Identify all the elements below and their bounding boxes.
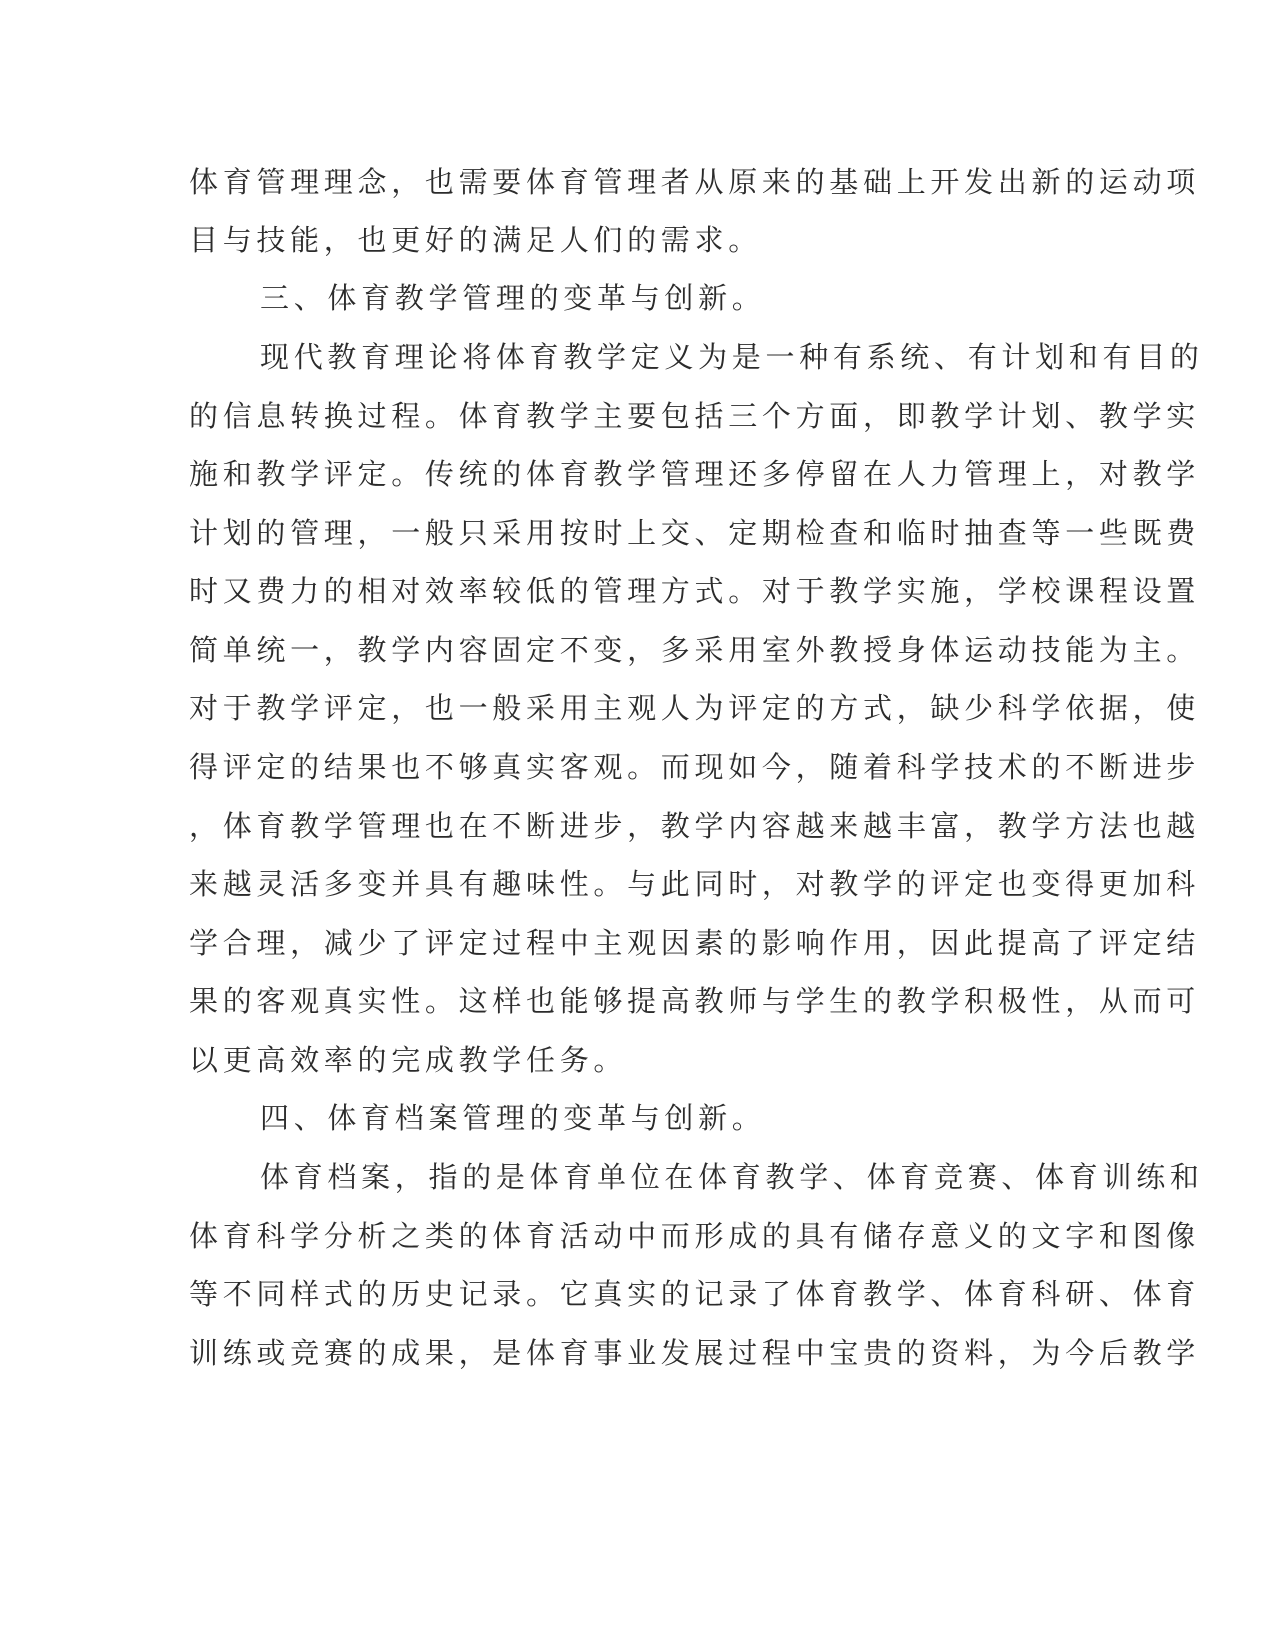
paragraph-first-line: 体育档案，指的是体育单位在体育教学、体育竞赛、体育训练和 bbox=[260, 1160, 1204, 1194]
text-line: 简单统一，教学内容固定不变，多采用室外教授身体运动技能为主。 bbox=[189, 633, 1201, 667]
text-line: 对于教学评定，也一般采用主观人为评定的方式，缺少科学依据，使 bbox=[189, 691, 1201, 725]
text-line: 学合理，减少了评定过程中主观因素的影响作用，因此提高了评定结 bbox=[189, 926, 1201, 960]
section-heading: 三、体育教学管理的变革与创新。 bbox=[260, 281, 766, 315]
text-line: 目与技能，也更好的满足人们的需求。 bbox=[189, 223, 762, 257]
text-line: 的信息转换过程。体育教学主要包括三个方面，即教学计划、教学实 bbox=[189, 399, 1201, 433]
text-line: 来越灵活多变并具有趣味性。与此同时，对教学的评定也变得更加科 bbox=[189, 867, 1201, 901]
text-line: 计划的管理，一般只采用按时上交、定期检查和临时抽查等一些既费 bbox=[189, 516, 1201, 550]
text-line: ，体育教学管理也在不断进步，教学内容越来越丰富，教学方法也越 bbox=[189, 809, 1201, 843]
text-line: 以更高效率的完成教学任务。 bbox=[189, 1043, 628, 1077]
section-heading: 四、体育档案管理的变革与创新。 bbox=[260, 1101, 766, 1135]
text-line: 体育科学分析之类的体育活动中而形成的具有储存意义的文字和图像 bbox=[189, 1219, 1201, 1253]
paragraph-first-line: 现代教育理论将体育教学定义为是一种有系统、有计划和有目的 bbox=[260, 340, 1204, 374]
text-line: 施和教学评定。传统的体育教学管理还多停留在人力管理上，对教学 bbox=[189, 457, 1201, 491]
text-line: 训练或竞赛的成果，是体育事业发展过程中宝贵的资料，为今后教学 bbox=[189, 1336, 1201, 1370]
text-line: 时又费力的相对效率较低的管理方式。对于教学实施，学校课程设置 bbox=[189, 574, 1201, 608]
text-line: 体育管理理念，也需要体育管理者从原来的基础上开发出新的运动项 bbox=[189, 165, 1201, 199]
text-line: 果的客观真实性。这样也能够提高教师与学生的教学积极性，从而可 bbox=[189, 984, 1201, 1018]
text-line: 等不同样式的历史记录。它真实的记录了体育教学、体育科研、体育 bbox=[189, 1277, 1201, 1311]
text-line: 得评定的结果也不够真实客观。而现如今，随着科学技术的不断进步 bbox=[189, 750, 1201, 784]
